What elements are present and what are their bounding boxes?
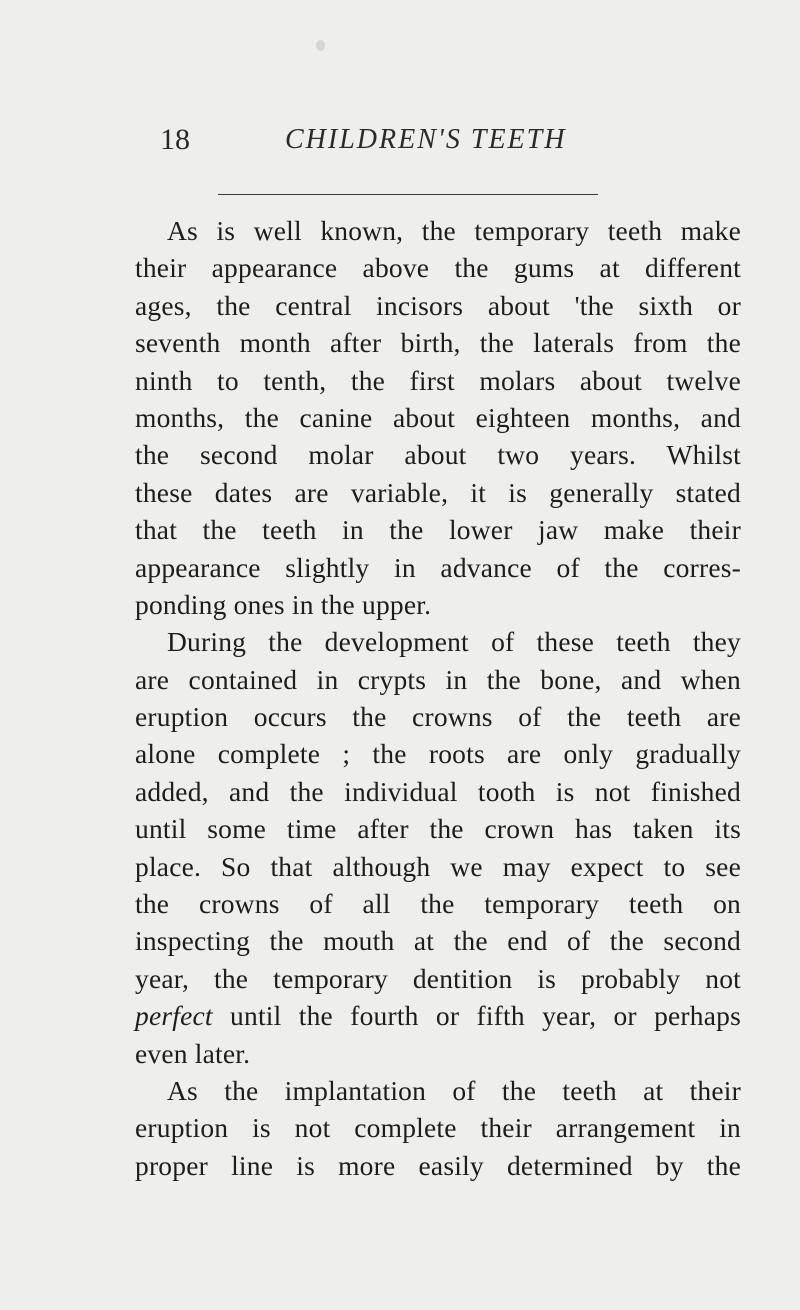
text-line: ages, the central incisors about 'the sixth or bbox=[135, 289, 741, 321]
body-text bbox=[135, 212, 741, 1184]
text-line: appearance slightly in advance of the corres- bbox=[135, 551, 741, 583]
text-line: that the teeth in the lower jaw make their bbox=[135, 514, 741, 546]
text-line: months, the canine about eighteen months, and bbox=[135, 401, 741, 433]
running-head bbox=[0, 120, 800, 160]
page-number: 18 bbox=[160, 123, 190, 156]
text-line: are contained in crypts in the bone, and when bbox=[135, 663, 741, 695]
text-line: the crowns of all the temporary teeth on bbox=[135, 888, 741, 920]
text-line: eruption is not complete their arrangement in bbox=[135, 1112, 741, 1144]
text-line: these dates are variable, it is generally stated bbox=[135, 476, 741, 508]
text-line: place. So that although we may expect to see bbox=[135, 850, 741, 882]
header-rule bbox=[218, 194, 598, 195]
text-line: As is well known, the temporary teeth make bbox=[167, 215, 741, 246]
text-line: year, the temporary dentition is probably not bbox=[135, 962, 741, 994]
text-line: alone complete ; the roots are only gradually bbox=[135, 738, 741, 770]
text-line: seventh month after birth, the laterals from the bbox=[135, 327, 741, 359]
running-title: CHILDREN'S TEETH bbox=[285, 124, 567, 155]
text-line: ninth to tenth, the first molars about twelve bbox=[135, 364, 741, 396]
text-line: During the development of these teeth they bbox=[167, 626, 741, 658]
text-line bbox=[135, 997, 741, 1034]
text-line: even later. bbox=[135, 1037, 251, 1069]
text-line: As the implantation of the teeth at their bbox=[167, 1074, 741, 1106]
text-line: proper line is more easily determined by the bbox=[135, 1149, 741, 1181]
text-line: their appearance above the gums at different bbox=[135, 252, 741, 284]
text-line: until some time after the crown has taken its bbox=[135, 813, 741, 845]
page-speck bbox=[316, 40, 325, 51]
text-line-rest: until the fourth or fifth year, or perhaps bbox=[212, 1000, 741, 1032]
text-line: inspecting the mouth at the end of the second bbox=[135, 925, 741, 957]
italic-word: perfect bbox=[135, 1000, 213, 1032]
text-line: added, and the individual tooth is not finished bbox=[135, 775, 741, 807]
text-line: ponding ones in the upper. bbox=[135, 588, 432, 620]
text-line: the second molar about two years. Whilst bbox=[135, 439, 741, 471]
text-line: eruption occurs the crowns of the teeth are bbox=[135, 701, 741, 733]
